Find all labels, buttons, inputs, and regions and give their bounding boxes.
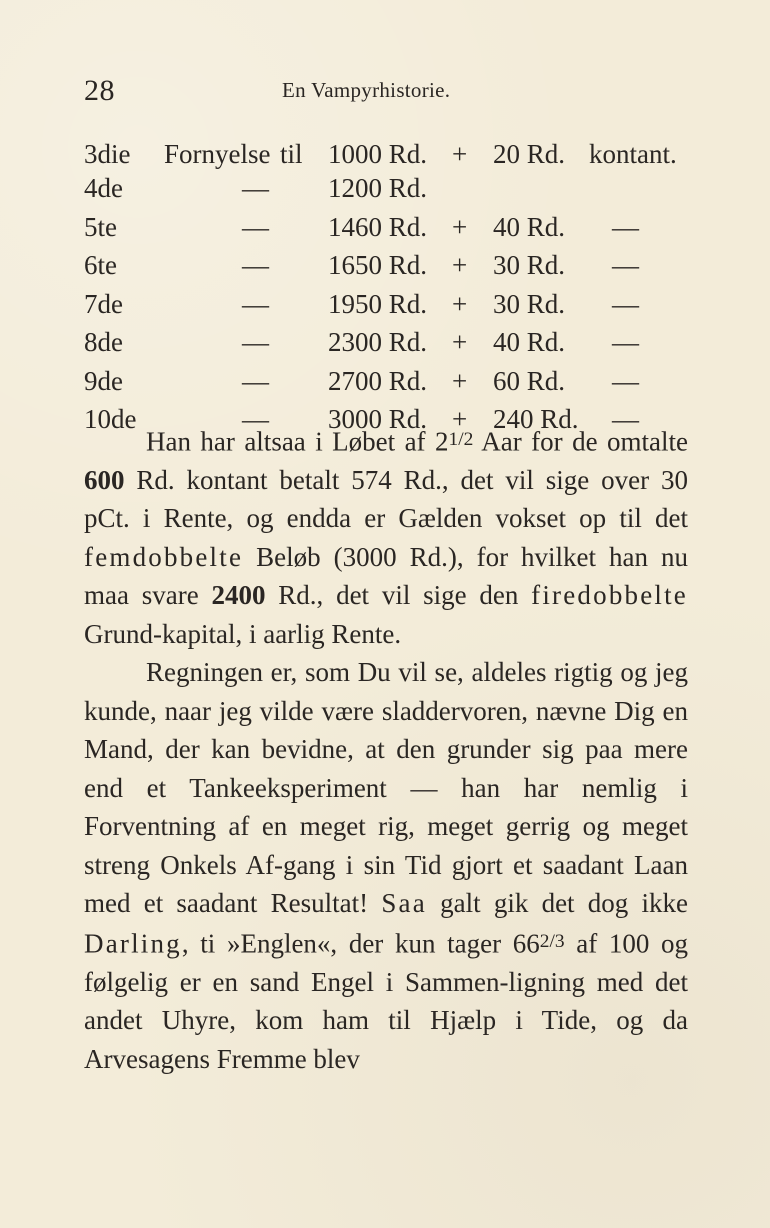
ledger-ordinal: 8de: [84, 327, 123, 357]
ledger-kontant: kontant.: [589, 139, 677, 169]
text-run: Han har altsaa i Løbet af 2: [146, 426, 449, 457]
payment-ledger: [0, 136, 770, 434]
text-run: , ti »Englen«, der kun tager 66: [181, 928, 540, 959]
text-run: Aar for de omtalte: [473, 426, 688, 457]
ledger-ordinal: 5te: [84, 212, 117, 242]
ledger-ordinal: 9de: [84, 366, 123, 396]
text-run: Beløb (3000 Rd.), for hvilket han nu maa svare: [84, 541, 688, 611]
ditto-dash: —: [242, 404, 269, 434]
text-run: af 100 og følgelig er en sand Engel i Sammen-ligning med det andet Uhyre, kom ham til Hjælp i Tide, og da Arvesagens Fremme blev: [84, 928, 688, 1074]
paragraph: [84, 653, 688, 1078]
ledger-amount: 2700 Rd.: [328, 366, 428, 396]
page-number: 28: [84, 74, 115, 107]
page-header: [0, 74, 770, 106]
ditto-dash: —: [242, 173, 269, 203]
ledger-extra: 240 Rd.: [493, 404, 579, 434]
ledger-ordinal: 7de: [84, 289, 123, 319]
ditto-dash: —: [242, 212, 269, 242]
ditto-dash: —: [242, 250, 269, 280]
ditto-dash: —: [612, 327, 639, 357]
body-text: [84, 421, 688, 1201]
ledger-row: [0, 324, 770, 360]
ditto-dash: —: [612, 289, 639, 319]
ledger-amount: 1000 Rd.: [328, 139, 428, 169]
paragraph: [84, 421, 688, 653]
ledger-amount: 1460 Rd.: [328, 212, 428, 242]
ledger-extra: 40 Rd.: [493, 212, 566, 242]
bold-number: 600: [84, 464, 125, 495]
ledger-row: [0, 286, 770, 322]
text-run: Grund-kapital, i aarlig Rente.: [84, 618, 402, 649]
ledger-extra: 30 Rd.: [493, 289, 566, 319]
text-run: Rd. kontant betalt 574 Rd., det vil sige over 30 pCt. i Rente, og endda er Gælden vokset op til det: [84, 464, 688, 534]
spaced-word: femdobbelte: [84, 541, 244, 572]
ledger-amount: 2300 Rd.: [328, 327, 428, 357]
ledger-amount: 1650 Rd.: [328, 250, 428, 280]
ditto-dash: —: [612, 404, 639, 434]
ledger-row: [0, 136, 770, 172]
ledger-label: Fornyelse: [164, 139, 271, 169]
ditto-dash: —: [242, 289, 269, 319]
ditto-dash: —: [612, 250, 639, 280]
ditto-dash: —: [242, 327, 269, 357]
fraction: 2/3: [539, 930, 565, 952]
plus-icon: +: [452, 139, 468, 169]
ledger-ordinal: 3die: [84, 139, 131, 169]
ledger-row: [0, 209, 770, 245]
text-run: Rd., det vil sige den: [265, 580, 532, 611]
plus-icon: +: [452, 250, 468, 280]
ditto-dash: —: [612, 366, 639, 396]
ledger-row: [0, 170, 770, 206]
text-run: galt gik det dog ikke: [426, 888, 688, 919]
ledger-row: [0, 247, 770, 283]
ledger-extra: 40 Rd.: [493, 327, 566, 357]
plus-icon: +: [452, 212, 468, 242]
ledger-ordinal: 10de: [84, 404, 137, 434]
ledger-amount: 3000 Rd.: [328, 404, 428, 434]
bold-number: 2400: [211, 580, 266, 611]
ledger-til: til: [280, 139, 303, 169]
plus-icon: +: [452, 366, 468, 396]
plus-icon: +: [452, 404, 468, 434]
text-run: Regningen er, som Du vil se, aldeles rigtig og jeg kunde, naar jeg vilde være sladdervoren, nævne Dig en Mand, der kan bevidne, at den grunder sig paa mere end et Tankeeksperiment — han har nemlig i Forventning af en meget rig, meget gerrig og meget streng Onkels Af-gang i sin Tid gjort et saadant Laan med et saadant Resultat!: [84, 657, 688, 919]
ledger-row: [0, 363, 770, 399]
plus-icon: +: [452, 289, 468, 319]
ledger-ordinal: 4de: [84, 173, 123, 203]
spaced-word: Darling: [84, 928, 182, 959]
ditto-dash: —: [612, 212, 639, 242]
ditto-dash: —: [242, 366, 269, 396]
ledger-extra: 20 Rd.: [493, 139, 566, 169]
spaced-word: Saa: [381, 888, 427, 919]
plus-icon: +: [452, 327, 468, 357]
ledger-amount: 1950 Rd.: [328, 289, 428, 319]
ledger-extra: 60 Rd.: [493, 366, 566, 396]
running-title: En Vampyrhistorie.: [282, 78, 451, 102]
ledger-amount: 1200 Rd.: [328, 173, 428, 203]
fraction: 1/2: [448, 429, 474, 450]
spaced-word: firedobbelte: [531, 580, 688, 611]
ledger-extra: 30 Rd.: [493, 250, 566, 280]
ledger-ordinal: 6te: [84, 250, 117, 280]
